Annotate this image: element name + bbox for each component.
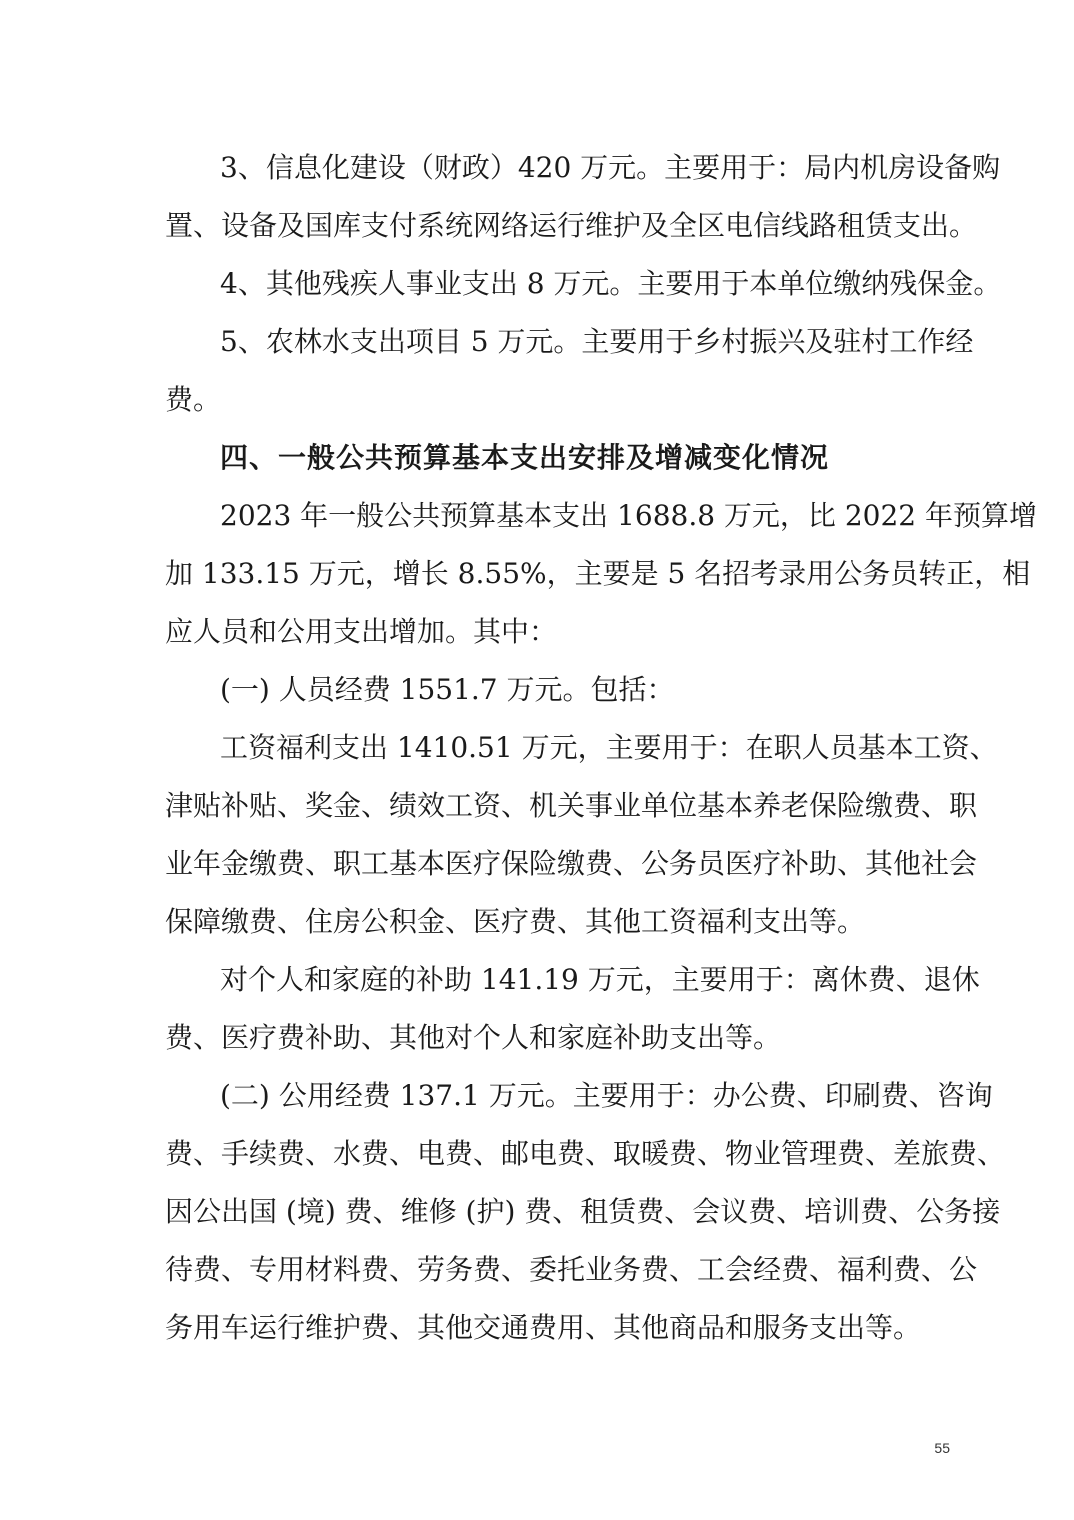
paragraph-public-expense-line-1: (二) 公用经费 137.1 万元。主要用于：办公费、印刷费、咨询 xyxy=(220,1079,993,1112)
paragraph-family-subsidy-line-2: 费、医疗费补助、其他对个人和家庭补助支出等。 xyxy=(165,1021,782,1054)
paragraph-public-expense-line-3: 因公出国 (境) 费、维修 (护) 费、租赁费、会议费、培训费、公务接 xyxy=(165,1195,1001,1228)
paragraph-informatization-line-2: 置、设备及国库支付系统网络运行维护及全区电信线路租赁支出。 xyxy=(165,209,978,242)
paragraph-public-expense-line-2: 费、手续费、水费、电费、邮电费、取暖费、物业管理费、差旅费、 xyxy=(165,1137,1006,1170)
paragraph-agriculture-line-1: 5、农林水支出项目 5 万元。主要用于乡村振兴及驻村工作经 xyxy=(220,325,974,358)
page-number: 55 xyxy=(934,1440,950,1456)
paragraph-public-expense-line-5: 务用车运行维护费、其他交通费用、其他商品和服务支出等。 xyxy=(165,1311,922,1344)
paragraph-budget-summary-line-1: 2023 年一般公共预算基本支出 1688.8 万元，比 2022 年预算增 xyxy=(220,499,1037,532)
paragraph-disability-expense: 4、其他残疾人事业支出 8 万元。主要用于本单位缴纳残保金。 xyxy=(220,267,1002,300)
paragraph-salary-welfare-line-1: 工资福利支出 1410.51 万元，主要用于：在职人员基本工资、 xyxy=(220,731,998,764)
paragraph-informatization-line-1: 3、信息化建设（财政）420 万元。主要用于：局内机房设备购 xyxy=(220,151,1001,184)
subheading-personnel-expense: (一) 人员经费 1551.7 万元。包括： xyxy=(220,673,675,706)
paragraph-budget-summary-line-3: 应人员和公用支出增加。其中： xyxy=(165,615,558,648)
paragraph-public-expense-line-4: 待费、专用材料费、劳务费、委托业务费、工会经费、福利费、公 xyxy=(165,1253,978,1286)
paragraph-family-subsidy-line-1: 对个人和家庭的补助 141.19 万元，主要用于：离休费、退休 xyxy=(220,963,980,996)
paragraph-agriculture-line-2: 费。 xyxy=(165,383,222,416)
paragraph-budget-summary-line-2: 加 133.15 万元，增长 8.55%，主要是 5 名招考录用公务员转正，相 xyxy=(165,557,1031,590)
section-heading-basic-expenditure: 四、一般公共预算基本支出安排及增减变化情况 xyxy=(220,441,830,474)
paragraph-salary-welfare-line-4: 保障缴费、住房公积金、医疗费、其他工资福利支出等。 xyxy=(165,905,866,938)
paragraph-salary-welfare-line-2: 津贴补贴、奖金、绩效工资、机关事业单位基本养老保险缴费、职 xyxy=(165,789,978,822)
paragraph-salary-welfare-line-3: 业年金缴费、职工基本医疗保险缴费、公务员医疗补助、其他社会 xyxy=(165,847,978,880)
